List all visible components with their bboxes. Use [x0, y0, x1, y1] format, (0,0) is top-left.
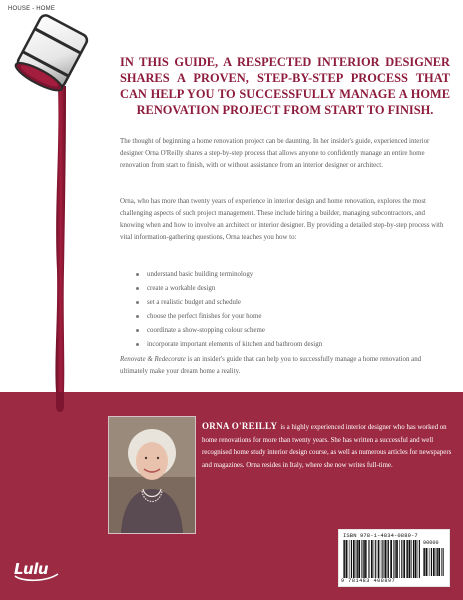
- barcode-bar: [387, 540, 388, 578]
- barcode-bar: [406, 540, 407, 578]
- author-name: ORNA O'REILLY: [202, 421, 278, 431]
- barcode-bar: [443, 548, 444, 576]
- lulu-logo: [12, 554, 62, 584]
- barcode-bar: [423, 548, 424, 576]
- barcode-bar: [399, 540, 400, 578]
- barcode-bar: [351, 540, 352, 578]
- experience-paragraph: Orna, who has more than twenty years of experience in interior design and home renovation, explores the most challenging aspects of such project management. These include hiring a builder, managing subcontractors, and knowing when and how to involve an architect or interior designer. By providing a detailed step-by-step process with vital information-gathering questions, Orna teaches you how to:: [120, 198, 444, 241]
- barcode-bar: [363, 540, 364, 578]
- barcode-icon: [343, 540, 421, 578]
- addon-barcode-icon: [423, 548, 445, 576]
- barcode-bar: [436, 548, 437, 576]
- isbn-label: ISBN 978-1-4834-0889-7: [343, 532, 418, 539]
- intro-paragraph: The thought of beginning a home renovation project can be daunting. In her insider's guide, experienced interior designer Orna O'Reilly shares a step-by-step process that allows anyone to confidently manage an entire home renovation from start to finish, with or without assistance from an interior designer or architect.: [120, 138, 430, 169]
- list-item: understand basic building terminology: [136, 268, 446, 282]
- barcode-bar: [396, 540, 398, 578]
- author-bio: [202, 420, 452, 472]
- barcode-bar: [368, 540, 369, 578]
- list-item: choose the perfect finishes for your home: [136, 310, 446, 324]
- closing-text: is an insider's guide that can help you to successfully manage a home renovation and ultimately make your dream home a reality.: [120, 356, 422, 375]
- barcode-bar: [395, 540, 396, 578]
- barcode-bar: [378, 540, 380, 578]
- list-item: create a workable design: [136, 282, 446, 296]
- barcode-bar: [431, 548, 432, 576]
- barcode-bar: [388, 540, 389, 578]
- author-bio-text: is a highly experienced interior designer who has worked on home renovations for more than twenty years. She has written a successful and well recognised home study interior design course, as well as numerous articles for newspapers and magazines. Orna resides in Italy, where she now writes full-time.: [202, 424, 452, 469]
- barcode-bar: [371, 540, 373, 578]
- barcode-bar: [375, 540, 376, 578]
- barcode-bar: [419, 540, 420, 578]
- closing-paragraph: [120, 354, 450, 378]
- publisher-logo-text: Lulu: [14, 560, 49, 578]
- barcode-bar: [357, 540, 358, 578]
- barcode-bar: [393, 540, 394, 578]
- barcode-bar: [364, 540, 366, 578]
- barcode-bar: [426, 548, 428, 576]
- barcode-bar: [441, 548, 442, 576]
- barcode-box: [338, 529, 450, 587]
- barcode-number: 9 781483 408897: [341, 578, 396, 584]
- barcode-bar: [417, 540, 418, 578]
- barcode-bar: [356, 540, 357, 578]
- barcode-bar: [429, 548, 430, 576]
- barcode-bar: [346, 540, 348, 578]
- barcode-bar: [409, 540, 411, 578]
- barcode-bar: [374, 540, 375, 578]
- barcode-addon: 90000: [423, 540, 439, 546]
- category-label: HOUSE - HOME: [8, 6, 56, 12]
- skills-list: [136, 268, 446, 352]
- barcode-bar: [415, 540, 417, 578]
- barcode-bar: [381, 540, 382, 578]
- list-item: incorporate important elements of kitchen and bathroom design: [136, 338, 446, 352]
- barcode-bar: [403, 540, 405, 578]
- barcode-bar: [424, 548, 425, 576]
- barcode-bar: [413, 540, 414, 578]
- barcode-bar: [349, 540, 350, 578]
- barcode-bar: [366, 540, 367, 578]
- barcode-bar: [361, 540, 362, 578]
- headline: IN THIS GUIDE, A RESPECTED INTERIOR DESIGNER SHARES A PROVEN, STEP-BY-STEP PROCESS THAT CAN HELP YOU TO SUCCESSFULLY MANAGE A HOME RENOVATION PROJECT FROM START TO FINISH.: [120, 55, 450, 117]
- barcode-bar: [358, 540, 360, 578]
- barcode-bar: [382, 540, 383, 578]
- author-photo: [108, 416, 196, 534]
- barcode-bar: [344, 540, 345, 578]
- barcode-bar: [433, 548, 435, 576]
- book-title: Renovate & Redecorate: [120, 356, 186, 363]
- list-item: set a realistic budget and schedule: [136, 296, 446, 310]
- barcode-bar: [407, 540, 408, 578]
- list-item: coordinate a show-stopping colour scheme: [136, 324, 446, 338]
- barcode-bar: [411, 540, 412, 578]
- barcode-bar: [384, 540, 386, 578]
- barcode-bar: [437, 548, 438, 576]
- barcode-bar: [401, 540, 402, 578]
- barcode-bar: [343, 540, 344, 578]
- barcode-bar: [438, 548, 440, 576]
- barcode-bar: [390, 540, 392, 578]
- barcode-bar: [353, 540, 355, 578]
